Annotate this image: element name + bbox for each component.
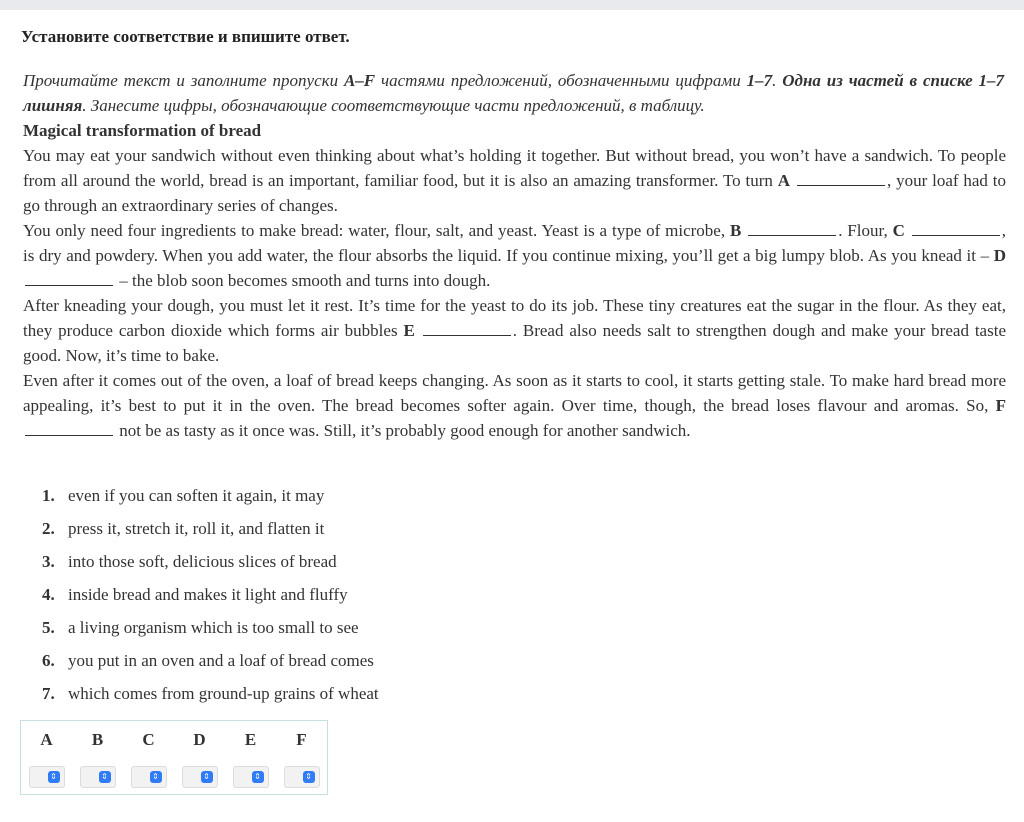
task-heading: Установите соответствие и впишите ответ. bbox=[21, 27, 350, 46]
answer-select-e[interactable] bbox=[233, 766, 269, 788]
answer-header-e: E bbox=[244, 729, 257, 749]
select-arrows-icon: ⇕ bbox=[252, 771, 264, 783]
gap-blank-b bbox=[748, 220, 836, 236]
option-item: 4. inside bread and makes it light and fluffy bbox=[42, 585, 348, 604]
gap-label-d: D bbox=[993, 246, 1006, 265]
answer-header-c: C bbox=[142, 729, 155, 749]
answer-select-f[interactable] bbox=[284, 766, 320, 788]
gap-label-a: A bbox=[777, 171, 791, 190]
reading-text bbox=[23, 143, 1006, 443]
option-item: 3. into those soft, delicious slices of bread bbox=[42, 552, 337, 571]
select-arrows-icon: ⇕ bbox=[201, 771, 213, 783]
gap-blank-c bbox=[912, 220, 1000, 236]
answer-header-a: A bbox=[40, 729, 53, 749]
option-item: 1. even if you can soften it again, it may bbox=[42, 486, 325, 505]
paragraph-1: You may eat your sandwich without even thinking about what’s holding it together. But without bread, you won’t have a sandwich. To people from all around the world, bread is an important, familiar food, but it is also an amazing transformer. To turn A , your loaf had to go through an extraordinary series of changes. bbox=[23, 146, 1007, 215]
gap-blank-e bbox=[423, 320, 511, 336]
answer-table bbox=[20, 720, 328, 795]
options-list bbox=[42, 479, 379, 710]
answer-header-b: B bbox=[91, 729, 104, 749]
top-bar bbox=[0, 0, 1024, 10]
select-arrows-icon: ⇕ bbox=[48, 771, 60, 783]
option-item: 5. a living organism which is too small to see bbox=[42, 618, 359, 637]
gap-blank-a bbox=[797, 170, 885, 186]
paragraph-2: You only need four ingredients to make bread: water, flour, salt, and yeast. Yeast is a type of microbe, B . Flour, C , is dry and powdery. When you add water, the flour absorbs the liquid. If you continue mixing, you’ll get a big lumpy blob. As you knead it – D – the blob soon becomes smooth and turns into dough. bbox=[23, 221, 1006, 290]
answer-header-f: F bbox=[296, 729, 307, 749]
option-item: 6. you put in an oven and a loaf of bread comes bbox=[42, 651, 374, 670]
gap-blank-f bbox=[25, 420, 113, 436]
gap-blank-d bbox=[25, 270, 113, 286]
gap-label-f: F bbox=[995, 396, 1006, 415]
text-title: Magical transformation of bread bbox=[23, 121, 262, 140]
answer-select-c[interactable] bbox=[131, 766, 167, 788]
option-item: 7. which comes from ground-up grains of wheat bbox=[42, 684, 379, 703]
task-instructions: Прочитайте текст и заполните пропуски A–F частями предложений, обозначенными цифрами 1–7. Одна из частей в списке 1–7 лишняя. Занесите цифры, обозначающие соответствующие части предложений, в таблицу. bbox=[23, 71, 1005, 115]
gap-label-b: B bbox=[729, 221, 742, 240]
paragraph-3: After kneading your dough, you must let it rest. It’s time for the yeast to do its job. These tiny creatures eat the sugar in the flour. As they eat, they produce carbon dioxide which forms air bubbles E . Bread also needs salt to strengthen dough and make your bread taste good. Now, it’s time to bake. bbox=[23, 296, 1006, 365]
select-arrows-icon: ⇕ bbox=[150, 771, 162, 783]
select-arrows-icon: ⇕ bbox=[303, 771, 315, 783]
gap-label-c: C bbox=[892, 221, 905, 240]
answer-select-b[interactable] bbox=[80, 766, 116, 788]
answer-select-a[interactable] bbox=[29, 766, 65, 788]
gap-label-e: E bbox=[403, 321, 415, 340]
answer-select-d[interactable] bbox=[182, 766, 218, 788]
answer-header-d: D bbox=[193, 729, 206, 749]
paragraph-4: Even after it comes out of the oven, a loaf of bread keeps changing. As soon as it starts to cool, it starts getting stale. To make hard bread more appealing, it’s best to put it in the oven. The bread becomes softer again. Over time, though, the bread loses flavour and aromas. So, F not be as tasty as it once was. Still, it’s probably good enough for another sandwich. bbox=[23, 371, 1006, 440]
select-arrows-icon: ⇕ bbox=[99, 771, 111, 783]
option-item: 2. press it, stretch it, roll it, and flatten it bbox=[42, 519, 325, 538]
